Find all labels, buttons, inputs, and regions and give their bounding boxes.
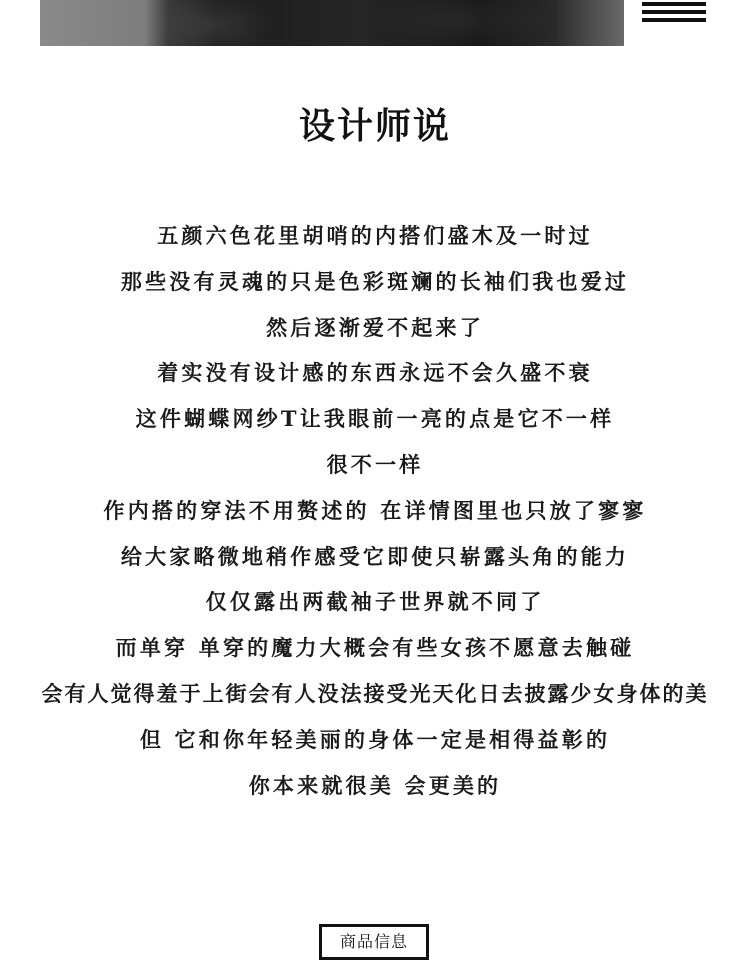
statement-line: 很不一样	[326, 451, 424, 477]
statement-line: 你本来就很美 会更美的	[248, 772, 502, 798]
menu-icon[interactable]	[642, 2, 706, 30]
statement-line: 着实没有设计感的东西永远不会久盛不衰	[157, 360, 593, 386]
section-title: 设计师说	[298, 105, 451, 147]
hero-photo-fold	[155, 0, 275, 46]
statement-line: 但 它和你年轻美丽的身体一定是相得益彰的	[139, 726, 611, 752]
statement-line: 仅仅露出两截袖子世界就不同了	[205, 589, 545, 615]
statement-line: 会有人觉得羞于上街会有人没法接受光天化日去披露少女身体的美	[41, 680, 709, 706]
statement-line: 作内搭的穿法不用赘述的 在详情图里也只放了寥寥	[103, 497, 647, 523]
statement-line: 而单穿 单穿的魔力大概会有些女孩不愿意去触碰	[115, 635, 635, 661]
hero-photo-fold	[370, 0, 550, 46]
statement-line: 这件蝴蝶网纱T让我眼前一亮的点是它不一样	[135, 406, 615, 432]
statement-line: 然后逐渐爱不起来了	[266, 314, 484, 340]
designer-statement	[0, 218, 750, 813]
statement-line: 五颜六色花里胡哨的内搭们盛木及一时过	[157, 223, 593, 248]
statement-line: 那些没有灵魂的只是色彩斑斓的长袖们我也爱过	[120, 268, 630, 294]
product-info-button[interactable]: 商品信息	[319, 924, 429, 960]
statement-line: 给大家略微地稍作感受它即使只崭露头角的能力	[120, 543, 630, 569]
hero-photo	[40, 0, 624, 46]
